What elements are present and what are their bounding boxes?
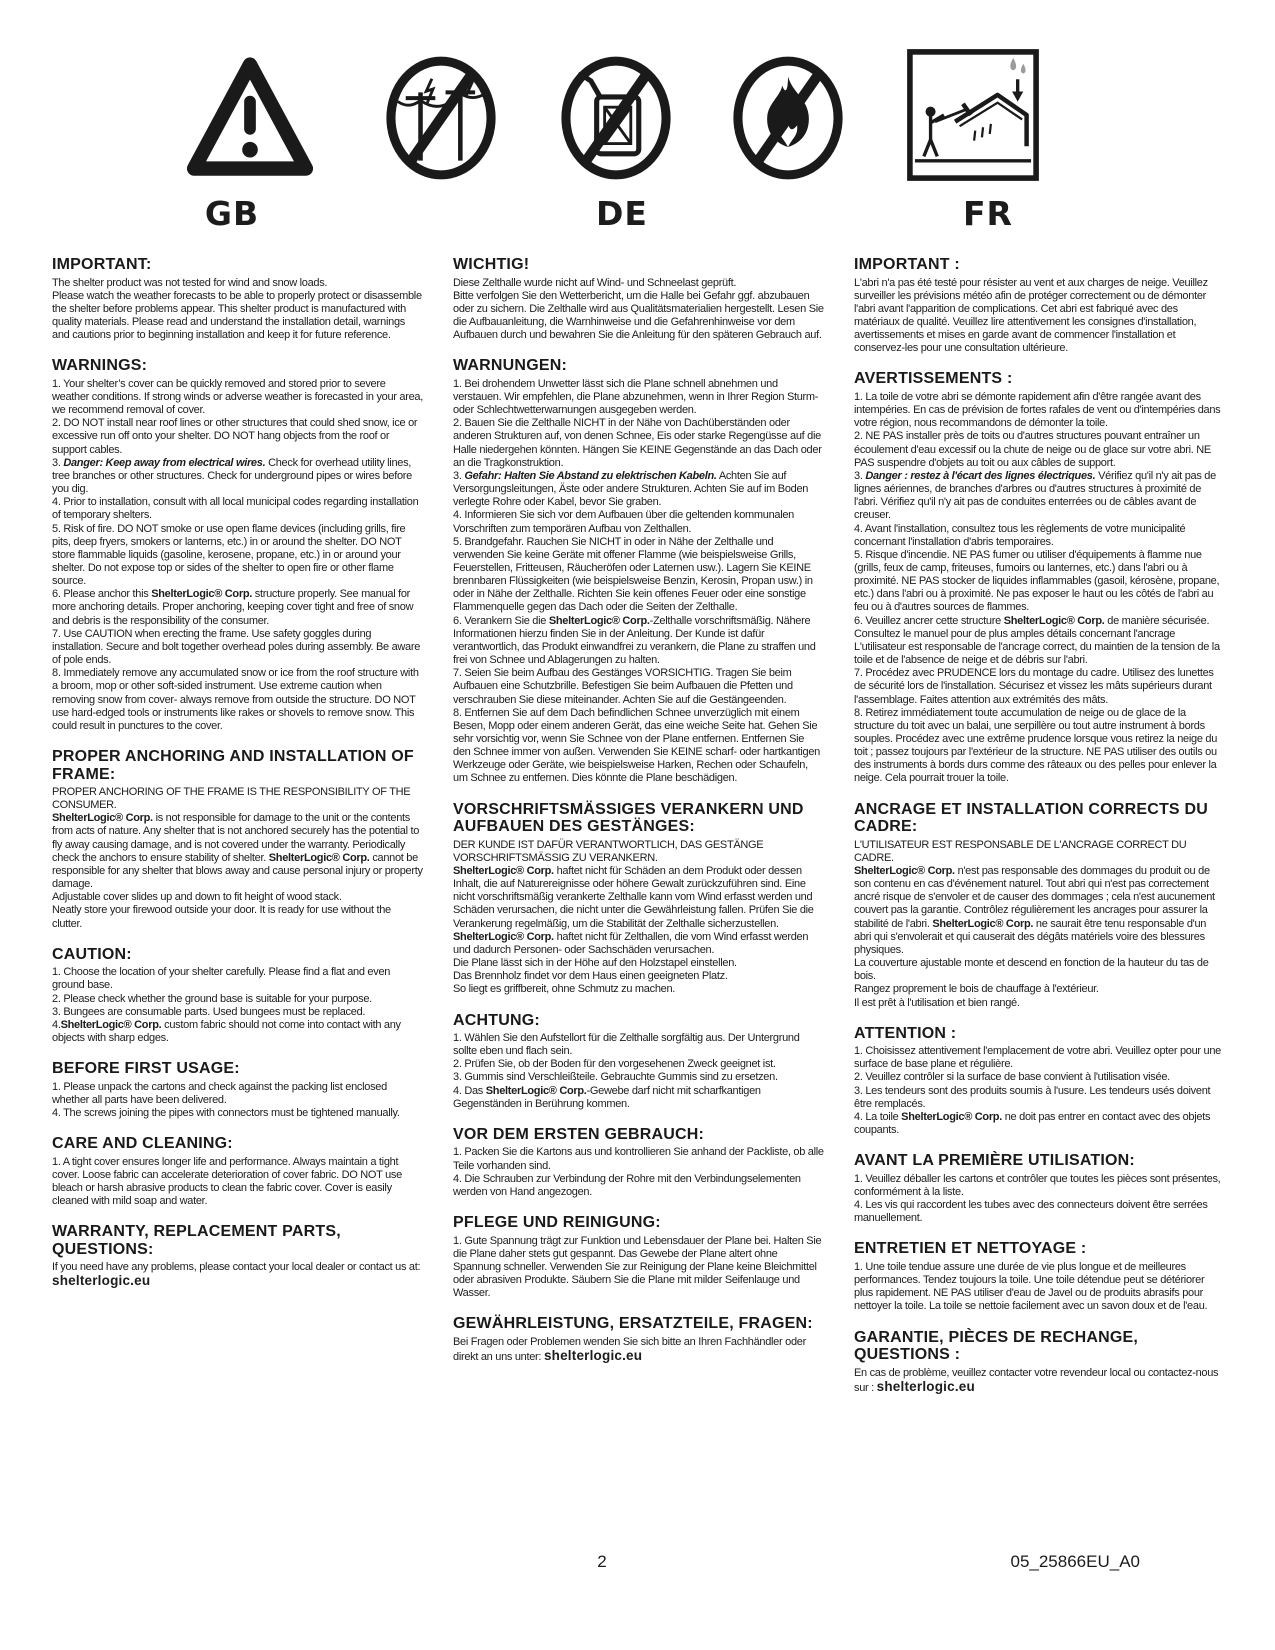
paragraph: 2. DO NOT install near roof lines or other structures that could shed snow, ice or excessive run off onto your shelter. DO NOT hang objects from the roof or support cables.	[52, 417, 418, 456]
section-heading: GARANTIE, PIÈCES DE RECHANGE, QUESTIONS :	[854, 1328, 1139, 1363]
paragraph: 1. Packen Sie die Kartons aus und kontrollieren Sie anhand der Packliste, ob alle Teile vorhanden sind.	[453, 1146, 824, 1172]
language-label-de: DE	[596, 194, 648, 233]
paragraph: 8. Entfernen Sie auf dem Dach befindlichen Schnee unverzüglich mit einem Besen, Mopp oder einem anderen Gerät, das eine weiche Seite hat. Gehen Sie sehr vorsichtig vor, wenn Sie Schnee von der Plane entfernen. Entfernen Sie den Schnee immer von außen. Verwenden Sie KEINE scharf- oder hartkantigen Werkzeuge oder Geräte, wie beispielsweise Harken, Rechen oder Schaufeln, um Schnee zu entfernen. Dies könnte die Plane beschädigen.	[453, 706, 820, 785]
paragraph: So liegt es griffbereit, ohne Schmutz zu machen.	[453, 983, 676, 996]
paragraph: 5. Risque d'incendie. NE PAS fumer ou utiliser d'équipements à flamme nue (grills, feux de camp, friteuses, fumoirs ou lanternes, etc.) dans l'abri ou à proximité. NE PAS stocker de liquides inflammables (gasoil, kérosène, propane, etc.) dans l'abri ou à proximité. Ne pas exposer le haut ou les côtés de l'abri au feu ou à d'autres sources de flammes.	[854, 548, 1220, 614]
paragraph: 4.ShelterLogic® Corp. custom fabric should not come into contact with any objects with sharp edges.	[52, 1018, 401, 1044]
section-heading: IMPORTANT:	[52, 256, 152, 273]
paragraph: 6. Please anchor this ShelterLogic® Corp. structure properly. See manual for more anchoring details. Proper anchoring, keeping cover tight and free of snow and debris is the responsibility of the consumer.	[52, 588, 414, 627]
section	[52, 748, 423, 931]
section	[52, 1060, 423, 1120]
paragraph: 6. Veuillez ancrer cette structure ShelterLogic® Corp. de manière sécurisée. Consultez le manuel pour de plus amples détails concernant l'ancrage L'utilisateur est responsable de l'ancrage correct, du maintien de la tension de la toile et de l'absence de neige et de débris sur l'abri.	[854, 614, 1220, 667]
language-label-fr: FR	[963, 194, 1013, 233]
paragraph: Das Brennholz findet vor dem Haus einen geeigneten Platz.	[453, 970, 728, 983]
page-footer	[52, 1552, 1223, 1578]
no-open-flame-icon	[731, 56, 845, 180]
paragraph: 3. Danger: Keep away from electrical wires. Check for overhead utility lines, tree branches or other structures. Check for underground pipes or wires before you dig.	[52, 456, 412, 496]
paragraph: ShelterLogic® Corp. is not responsible for damage to the unit or the contents from acts of nature. Any shelter that is not anchored securely has the potential to fly away causing damage, and is not covered under the warranty. Periodically check the anchors to ensure stability of shelter. ShelterLogic® Corp. cannot be responsible for any shelter that blows away and cause personal injury or property damage.	[52, 812, 423, 891]
paragraph: 1. Choisissez attentivement l'emplacement de votre abri. Veuillez opter pour une surface de base plane et régulière.	[854, 1045, 1221, 1071]
section	[854, 1025, 1225, 1138]
paragraph: 8. Immediately remove any accumulated snow or ice from the roof structure with a broom, mop or other soft-sided instrument. Use extreme caution when removing snow from cover- always remove from outside the structure. DO NOT use hard-edged tools or instruments like rakes or shovels to remove snow. This could result in punctures to the cover.	[52, 667, 419, 732]
paragraph: 1. Wählen Sie den Aufstellort für die Zelthalle sorgfältig aus. Der Untergrund sollte eben und flach sein.	[453, 1032, 800, 1058]
section-heading: GEWÄHRLEISTUNG, ERSATZTEILE, FRAGEN:	[453, 1315, 813, 1333]
section	[52, 1223, 423, 1289]
paragraph: 4. Das ShelterLogic® Corp.-Gewebe darf nicht mit scharfkantigen Gegenständen in Berührung kommen.	[453, 1084, 761, 1110]
website-url: shelterlogic.eu	[876, 1378, 975, 1394]
paragraph: 5. Brandgefahr. Rauchen Sie NICHT in oder in Nähe der Zelthalle und verwenden Sie keine Geräte mit offener Flamme (wie beispielsweise Grills, Feuerstellen, Fritteusen, Räucheröfen oder Laternen usw.). Lagern Sie KEINE brennbaren Flüssigkeiten (wie beispielsweise Benzin, Kerosin, Propan usw.) in oder in Nähe der Zelthalle. Richten Sie kein offenes Feuer oder eine sonstige Flammenquelle gegen das Dach oder die Seiten der Zelthalle.	[453, 535, 813, 614]
paragraph: Please watch the weather forecasts to be able to properly protect or disassemble the shelter before problems appear. This shelter product is manufactured with quality materials. Please read and understand the installation detail, warnings and cautions prior to beginning installation and keep it for future reference.	[52, 289, 422, 342]
paragraph: Die Plane lässt sich in der Höhe auf den Holzstapel einstellen.	[453, 957, 737, 970]
section-heading: WARRANTY, REPLACEMENT PARTS, QUESTIONS:	[52, 1223, 341, 1258]
section-heading: WARNUNGEN:	[453, 357, 567, 375]
section-heading: IMPORTANT :	[854, 256, 960, 273]
emphasis-text: ShelterLogic® Corp.	[268, 851, 370, 864]
paragraph: 8. Retirez immédiatement toute accumulation de neige ou de glace de la structure du toit avec un balai, une serpillère ou tout autre instrument à bords souples. Procédez avec une extrême prudence lorsque vous retirez la neige du toit ; passez toujours par l'extérieur de la structure. NE PAS utiliser des outils ou des instruments à bords durs comme des râteaux ou des pelles pour enlever la neige. Cela pourrait trouer la toile.	[854, 706, 1218, 785]
section-heading: PFLEGE UND REINIGUNG:	[453, 1214, 661, 1232]
section	[854, 1329, 1225, 1395]
paragraph: Diese Zelthalle wurde nicht auf Wind- und Schneelast geprüft.	[453, 276, 737, 289]
paragraph: 3. Gummis sind Verschleißteile. Gebrauchte Gummis sind zu ersetzen.	[453, 1071, 778, 1084]
section-heading: CARE AND CLEANING:	[52, 1135, 233, 1153]
paragraph: DER KUNDE IST DAFÜR VERANTWORTLICH, DAS GESTÄNGE VORSCHRIFTSMÄSSIG ZU VERANKERN.	[453, 838, 764, 864]
paragraph: 4. Les vis qui raccordent les tubes avec des connecteurs doivent être serrées manuellement.	[854, 1199, 1208, 1225]
section-heading: PROPER ANCHORING AND INSTALLATION OF FRAME:	[52, 748, 414, 783]
paragraph: The shelter product was not tested for wind and snow loads.	[52, 276, 328, 289]
website-url: shelterlogic.eu	[52, 1273, 151, 1289]
section-heading: CAUTION:	[52, 945, 132, 963]
paragraph: L'abri n'a pas été testé pour résister au vent et aux charges de neige. Veuillez surveiller les prévisions météo afin de protéger correctement ou de démonter l'abri avant l'apparition de complications. Cet abri est fabriqué avec des matériaux de qualité. Veuillez lire attentivement les consignes d'installation, avertissements et mises en garde avant de commencer l'installation et conservez-les pour une consultation ultérieure.	[854, 276, 1208, 355]
paragraph: Adjustable cover slides up and down to fit height of wood stack.	[52, 891, 342, 904]
section	[453, 801, 824, 997]
section	[453, 357, 824, 785]
paragraph: 1. A tight cover ensures longer life and performance. Always maintain a tight cover. Loose fabric can accelerate deterioration of cover fabric. DO NOT use bleach or harsh abrasive products to clean the fabric cover. Cover is easily cleaned with mild soap and water.	[52, 1155, 402, 1208]
text-columns	[52, 256, 1225, 1410]
paragraph: ShelterLogic® Corp. haftet nicht für Schäden an dem Produkt oder dessen Inhalt, die auf Naturereignisse oder höhere Gewalt zurückzuführen sind. Eine nicht vorschriftsmäßig verankerte Zelthalle kann vom Wind erfasst werden und Schäden verursachen, die nicht unter die Gewährleistung fallen. Prüfen Sie die Verankerung regelmäßig, um die Stabilität der Zelthalle sicherzustellen.	[453, 864, 814, 930]
section	[854, 256, 1225, 355]
emphasis-text: ShelterLogic® Corp.	[151, 588, 252, 601]
paragraph: 3. Les tendeurs sont des produits soumis à l'usure. Les tendeurs usés doivent être remplacés.	[854, 1084, 1211, 1110]
section-heading: ATTENTION :	[854, 1024, 957, 1042]
emphasis-text: Danger: Keep away from electrical wires.	[63, 456, 266, 469]
column-fr	[854, 256, 1225, 1410]
paragraph: If you need have any problems, please contact your local dealer or contact us at: shelterlogic.eu	[52, 1261, 421, 1289]
paragraph: 7. Procédez avec PRUDENCE lors du montage du cadre. Utilisez des lunettes de sécurité lors de l'installation. Sécurisez et vissez les mâts supérieurs durant l'assemblage. Faites attention aux extrémités des mâts.	[854, 667, 1214, 706]
paragraph: L'UTILISATEUR EST RESPONSABLE DE L'ANCRAGE CORRECT DU CADRE.	[854, 838, 1187, 864]
document-code: 05_25866EU_A0	[1010, 1552, 1140, 1571]
website-url: shelterlogic.eu	[543, 1348, 643, 1363]
paragraph: 3. Danger : restez à l'écart des lignes électriques. Vérifiez qu'il n'y ait pas de lignes aériennes, de branches d'arbres ou d'autres structures à proximité de l'abri. Vérifiez qu'il n'y ait pas de conduites enterrées ou de câbles avant de creuser.	[854, 469, 1216, 522]
paragraph: 1. Please unpack the cartons and check against the packing list enclosed whether all parts have been delivered.	[52, 1080, 387, 1106]
paragraph: 2. Please check whether the ground base is suitable for your purpose.	[52, 992, 372, 1005]
section-heading: AVERTISSEMENTS :	[854, 370, 1013, 388]
paragraph: 1. Gute Spannung trägt zur Funktion und Lebensdauer der Plane bei. Halten Sie die Plane daher stets gut gespannt. Das Gewebe der Plane altert ohne Spannung schneller. Verwenden Sie zur Reinigung der Plane keine Bleichmittel oder abrasiven Produkte. Säubern Sie die Plane mit milder Seifenlauge und Wasser.	[453, 1234, 822, 1300]
section-heading: VOR DEM ERSTEN GEBRAUCH:	[453, 1125, 705, 1143]
paragraph: 2. Veuillez contrôler si la surface de base convient à l'utilisation visée.	[854, 1071, 1170, 1084]
section	[854, 801, 1225, 1010]
emphasis-text: ShelterLogic® Corp.	[453, 930, 554, 943]
paragraph: 5. Risk of fire. DO NOT smoke or use open flame devices (including grills, fire pits, deep fryers, smokers or lanterns, etc.) in or around the shelter. DO NOT store flammable liquids (gasoline, kerosene, propane, etc.) in or around your shelter. Do not expose top or sides of the shelter to open fire or other flame source.	[52, 522, 406, 588]
paragraph: 4. Prior to installation, consult with all local municipal codes regarding installation of temporary shelters.	[52, 496, 419, 522]
section	[453, 1315, 824, 1364]
section-heading: ENTRETIEN ET NETTOYAGE :	[854, 1240, 1087, 1258]
column-gb	[52, 256, 423, 1410]
paragraph: 7. Use CAUTION when erecting the frame. Use safety goggles during installation. Secure and bolt together overhead poles during assembly. Be aware of pole ends.	[52, 627, 421, 667]
paragraph: 2. Prüfen Sie, ob der Boden für den vorgesehenen Zweck geeignet ist.	[453, 1058, 776, 1071]
paragraph: 4. The screws joining the pipes with connectors must be tightened manually.	[52, 1106, 400, 1119]
section	[854, 1240, 1225, 1313]
section	[52, 357, 423, 733]
section	[453, 1012, 824, 1111]
emphasis-text: ShelterLogic® Corp.	[60, 1018, 162, 1031]
section	[453, 1126, 824, 1199]
section	[854, 370, 1225, 785]
emphasis-text: Danger : restez à l'écart des lignes électriques.	[865, 469, 1096, 482]
paragraph: 1. La toile de votre abri se démonte rapidement afin d'être rangée avant des intempéries. En cas de prévision de fortes rafales de vent ou d'intempéries dans votre région, nous recommandons de démonter la toile.	[854, 390, 1221, 430]
paragraph: 2. Bauen Sie die Zelthalle NICHT in der Nähe von Dachüberständen oder anderen Strukturen auf, von denen Schnee, Eis oder starke Regengüsse auf die Halle niedergehen könnten. Hängen Sie KEINE Gegenstände an das Dach oder an die Tragkonstruktion.	[453, 417, 822, 469]
section	[453, 256, 824, 342]
paragraph: PROPER ANCHORING OF THE FRAME IS THE RESPONSIBILITY OF THE CONSUMER.	[52, 786, 411, 812]
emphasis-text: ShelterLogic® Corp.	[485, 1084, 587, 1097]
emphasis-text: ShelterLogic® Corp.	[932, 917, 1034, 930]
no-fuel-can-icon	[559, 56, 673, 180]
language-label-gb: GB	[204, 194, 260, 233]
paragraph: Bei Fragen oder Problemen wenden Sie sich bitte an Ihren Fachhändler oder direkt an uns unter: shelterlogic.eu	[453, 1335, 806, 1363]
paragraph: 6. Verankern Sie die ShelterLogic® Corp.-Zelthalle vorschriftsmäßig. Nähere Informationen hierzu finden Sie in der Anleitung. Der Kunde ist dafür verantwortlich, das Produkt einwandfrei zu verankern, die Plane zu straffen und frei von Schnee und Ablagerungen zu halten.	[453, 614, 816, 667]
paragraph: 1. Choose the location of your shelter carefully. Please find a flat and even ground base.	[52, 966, 391, 992]
paragraph: 4. Die Schrauben zur Verbindung der Rohre mit den Verbindungselementen werden von Hand angezogen.	[453, 1172, 801, 1198]
paragraph: 4. La toile ShelterLogic® Corp. ne doit pas entrer en contact avec des objets coupants.	[854, 1110, 1211, 1137]
paragraph: 4. Avant l'installation, consultez tous les règlements de votre municipalité concernant l'installation d'abris temporaires.	[854, 522, 1186, 548]
paragraph: Il est prêt à l'utilisation et bien rangé.	[854, 996, 1020, 1009]
paragraph: 4. Informieren Sie sich vor dem Aufbauen über die geltenden kommunalen Vorschriften zum temporären Aufbau von Zelthallen.	[453, 509, 794, 535]
section-heading: ANCRAGE ET INSTALLATION CORRECTS DU CADRE:	[854, 800, 1208, 836]
paragraph: Bitte verfolgen Sie den Wetterbericht, um die Halle bei Gefahr ggf. abzubauen oder zu sichern. Die Zelthalle wird aus Qualitätsmaterialien hergestellt. Lesen Sie die Aufbauanleitung, die Warnhinweise und die Gefahrenhinweise vor dem Aufbauen durch und bewahren Sie die Anleitung für den späteren Gebrauch auf.	[453, 289, 824, 342]
section-heading: BEFORE FIRST USAGE:	[52, 1060, 240, 1078]
paragraph: ShelterLogic® Corp. haftet nicht für Zelthallen, die vom Wind erfasst werden und dadurch Personen- oder Sachschäden verursachen.	[453, 930, 809, 956]
paragraph: 3. Gefahr: Halten Sie Abstand zu elektrischen Kabeln. Achten Sie auf Versorgungsleitungen, Äste oder andere Strukturen. Achten Sie auf im Boden verlegte Rohre oder Kabel, bevor Sie graben.	[453, 469, 809, 509]
section	[52, 1135, 423, 1208]
paragraph: En cas de problème, veuillez contacter votre revendeur local ou contactez-nous sur : shelterlogic.eu	[854, 1366, 1219, 1394]
paragraph: 3. Bungees are consumable parts. Used bungees must be replaced.	[52, 1005, 366, 1018]
emphasis-text: ShelterLogic® Corp.	[1003, 614, 1105, 627]
paragraph: 1. Veuillez déballer les cartons et contrôler que toutes les pièces sont présentes, conformément à la liste.	[854, 1172, 1221, 1198]
emphasis-text: ShelterLogic® Corp.	[453, 864, 554, 877]
section-heading: ACHTUNG:	[453, 1011, 540, 1029]
emphasis-text: ShelterLogic® Corp.	[901, 1110, 1002, 1123]
clear-snow-from-roof-icon	[906, 48, 1040, 182]
column-de	[453, 256, 824, 1410]
section-heading: AVANT LA PREMIÈRE UTILISATION:	[854, 1152, 1135, 1170]
paragraph: La couverture ajustable monte et descend en fonction de la hauteur du tas de bois.	[854, 957, 1209, 983]
section-heading: VORSCHRIFTSMÄSSIGES VERANKERN UND AUFBAUEN DES GESTÄNGES:	[453, 800, 804, 836]
paragraph: ShelterLogic® Corp. n'est pas responsable des dommages du produit ou de son contenu en cas d'événement naturel. Tout abri qui n'est pas correctement ancré risque de s'envoler et de causer des dommages ; cela n'est aucunement couvert pas la garantie. Contrôlez régulièrement les ancrages pour assurer la stabilité de l'abri. ShelterLogic® Corp. ne saurait être tenu responsable d'un abri qui s'envolerait et qui causerait des dégâts matériels voire des blessures physiques.	[854, 864, 1215, 956]
section	[453, 1214, 824, 1300]
section-heading: WARNINGS:	[52, 357, 148, 375]
paragraph: Neatly store your firewood outside your door. It is ready for use without the clutter.	[52, 904, 391, 930]
paragraph: 1. Une toile tendue assure une durée de vie plus longue et de meilleures performances. Tendez toujours la toile. Une toile détendue peut se détériorer plus rapidement. NE PAS utiliser d'eau de Javel ou de produits abrasifs pour nettoyer la toile. La toile se nettoie facilement avec un savon doux et de l'eau.	[854, 1260, 1208, 1313]
section-heading: WICHTIG!	[453, 256, 530, 273]
paragraph: 1. Bei drohendem Unwetter lässt sich die Plane schnell abnehmen und verstauen. Wir empfehlen, die Plane abzunehmen, wenn in Ihrer Region Sturm- oder Schlechtwetterwarnungen ausgegeben werden.	[453, 377, 819, 417]
emphasis-text: ShelterLogic® Corp.	[854, 864, 955, 877]
no-power-lines-icon	[384, 56, 498, 180]
emphasis-text: Gefahr: Halten Sie Abstand zu elektrischen Kabeln.	[464, 469, 717, 482]
paragraph: 1. Your shelter’s cover can be quickly removed and stored prior to severe weather conditions. If strong winds or adverse weather is forecasted in your area, we recommend removal of cover.	[52, 377, 423, 417]
page-number: 2	[597, 1552, 607, 1571]
emphasis-text: ShelterLogic® Corp.	[52, 812, 153, 825]
section	[52, 946, 423, 1045]
paragraph: Rangez proprement le bois de chauffage à l'extérieur.	[854, 983, 1099, 996]
section	[854, 1152, 1225, 1225]
warning-triangle-icon	[185, 55, 315, 182]
paragraph: 7. Seien Sie beim Aufbau des Gestänges VORSICHTIG. Tragen Sie beim Aufbauen eine Schutzbrille. Befestigen Sie beim Aufbauen die Pfetten und verschrauben Sie diese miteinander. Achten Sie auf die Gestängeenden.	[453, 667, 793, 706]
paragraph: 2. NE PAS installer près de toits ou d'autres structures pouvant entraîner un écoulement d'eau excessif ou la chute de neige ou de glace sur votre abri. NE PAS suspendre d'objets au toit ou aux câbles de support.	[854, 430, 1211, 469]
section	[52, 256, 423, 342]
emphasis-text: ShelterLogic® Corp.	[548, 614, 650, 627]
